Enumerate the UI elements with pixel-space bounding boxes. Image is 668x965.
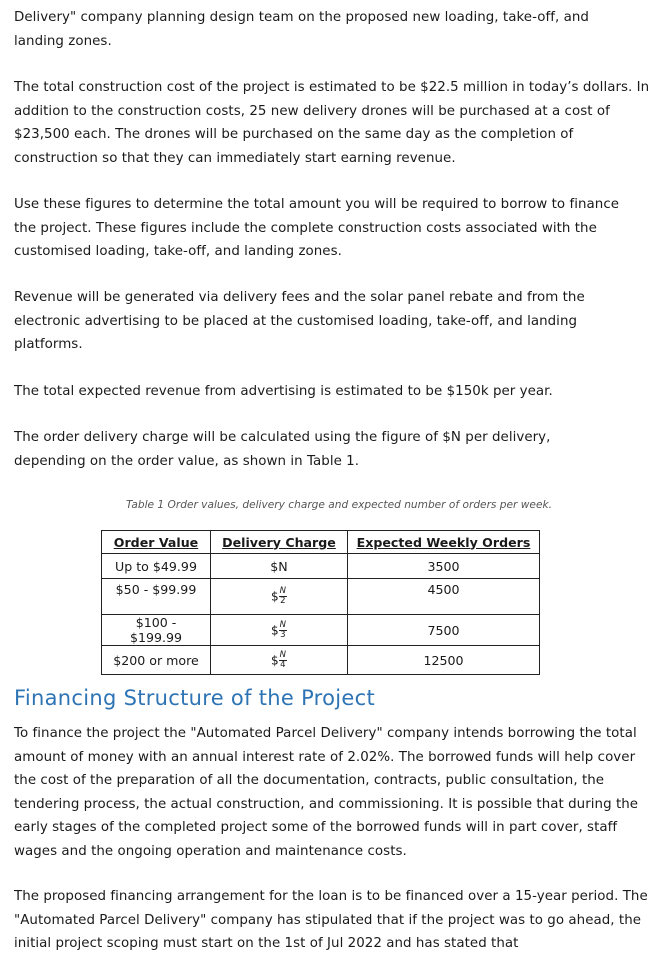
table-caption: Table 1 Order values, delivery charge and expected number of orders per week. — [126, 499, 552, 511]
cell-delivery-charge: $N — [211, 554, 348, 579]
paragraph-construction-cost: The total construction cost of the project is estimated to be $22.5 million in today’s dollars. In addition to the construction costs, 25 new delivery drones will be purchased at a cost of $23,500 each. The drones will be purchased on the same day as the completion of construction so that they can immediately start earning revenue. — [14, 80, 650, 166]
section-heading-financing: Financing Structure of the Project — [14, 686, 376, 710]
order-values-table — [101, 530, 540, 675]
header-order-value: Order Value — [102, 531, 211, 554]
fraction-charge: $ $\frac{N}{3}$ — [271, 619, 286, 640]
cell-order-value: $50 - $99.99 — [102, 579, 211, 615]
cell-expected-orders: 12500 — [348, 646, 540, 675]
table-row — [102, 646, 540, 675]
paragraph-financing-arrangement: The proposed financing arrangement for the loan is to be financed over a 15-year period. The "Automated Parcel Delivery" company has stipulated that if the project was to go ahead, the initial project scoping must start on the 1st of Jul 2022 and has stated that — [14, 889, 648, 951]
header-expected-orders: Expected Weekly Orders — [348, 531, 540, 554]
paragraph-intro-tail: Delivery" company planning design team on the proposed new loading, take-off, and landing zones. — [14, 10, 589, 49]
fraction-charge: $ $\frac{N}{4}$ — [271, 649, 286, 670]
header-delivery-charge: Delivery Charge — [211, 531, 348, 554]
cell-expected-orders: 4500 — [348, 579, 540, 615]
cell-order-value: Up to $49.99 — [102, 554, 211, 579]
fraction-charge: $ $\frac{N}{2}$ — [271, 586, 286, 606]
cell-delivery-charge — [211, 579, 348, 615]
cell-expected-orders: 7500 — [348, 615, 540, 646]
cell-delivery-charge — [211, 615, 348, 646]
paragraph-revenue-sources: Revenue will be generated via delivery fees and the solar panel rebate and from the electronic advertising to be placed at the customised loading, take-off, and landing platforms. — [14, 290, 585, 352]
paragraph-delivery-charge: The order delivery charge will be calculated using the figure of $N per delivery, depending on the order value, as shown in Table 1. — [14, 430, 551, 469]
table-row — [102, 554, 540, 579]
paragraph-borrow-figures: Use these figures to determine the total amount you will be required to borrow to finance the project. These figures include the complete construction costs associated with the customised loading, take-off, and landing zones. — [14, 197, 620, 259]
paragraph-advertising-revenue: The total expected revenue from advertising is estimated to be $150k per year. — [14, 384, 553, 399]
table-row — [102, 579, 540, 615]
table-row — [102, 615, 540, 646]
cell-expected-orders: 3500 — [348, 554, 540, 579]
cell-delivery-charge — [211, 646, 348, 675]
cell-order-value: $200 or more — [102, 646, 211, 675]
paragraph-financing-interest: To finance the project the "Automated Parcel Delivery" company intends borrowing the total amount of money with an annual interest rate of 2.02%. The borrowed funds will help cover the cost of the preparation of all the documentation, contracts, public consultation, the tendering process, the actual construction, and commissioning. It is possible that during the early stages of the completed project some of the borrowed funds will in part cover, staff wages and the ongoing operation and maintenance costs. — [14, 726, 639, 859]
cell-order-value: $100 - $199.99 — [102, 615, 211, 646]
table-header-row — [102, 531, 540, 554]
